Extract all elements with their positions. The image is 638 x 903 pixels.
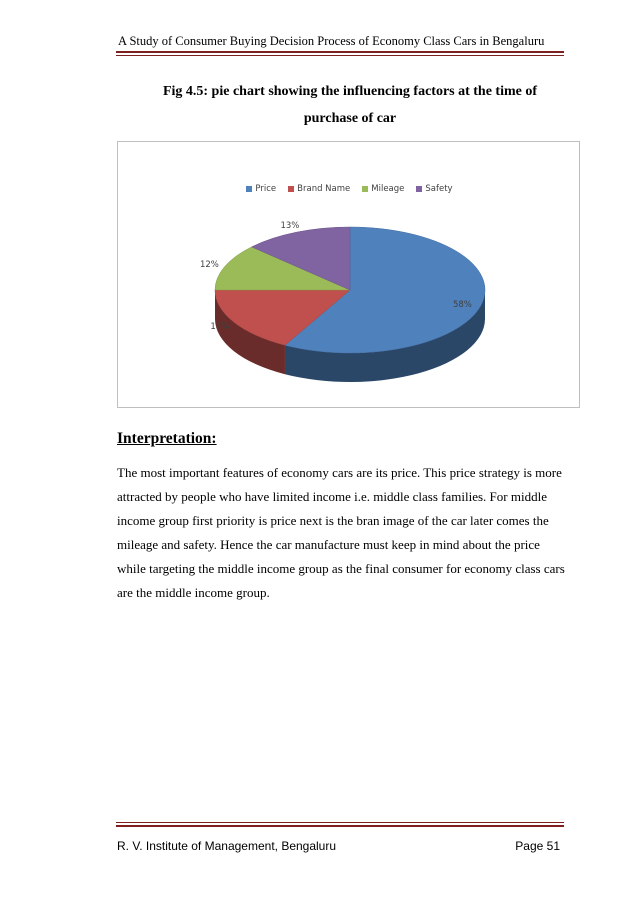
interpretation-body	[117, 461, 567, 605]
figure-title-line-1: Fig 4.5: pie chart showing the influencing factors at the time of	[162, 84, 538, 99]
interpretation-line-3: income group first priority is price next is the bran image of the car later comes the	[117, 513, 549, 528]
pie-label-brand-name: 17%	[210, 321, 230, 332]
footer-page-number: Page 51	[515, 839, 560, 853]
footer-institution: R. V. Institute of Management, Bengaluru	[117, 839, 337, 853]
legend-label-mileage: Mileage	[371, 184, 405, 194]
interpretation-line-6: are the middle income group.	[117, 585, 270, 600]
interpretation-line-1: The most important features of economy cars are its price. This price strategy is more	[117, 465, 562, 480]
interpretation-heading: Interpretation:	[117, 430, 217, 447]
pie-svg	[118, 142, 581, 409]
pie-label-price: 58%	[452, 300, 472, 311]
interpretation-line-5: while targeting the middle income group as the final consumer for economy class cars	[117, 561, 565, 576]
pie-tops	[215, 227, 485, 353]
footer-rule	[116, 822, 564, 827]
pie-chart	[117, 141, 580, 408]
pie-label-mileage: 12%	[199, 260, 219, 271]
pie-label-safety: 13%	[280, 221, 300, 232]
figure-title	[130, 78, 570, 132]
interpretation-line-2: attracted by people who have limited income i.e. middle class families. For middle	[117, 489, 547, 504]
header-rule	[116, 51, 564, 56]
legend-label-brand-name: Brand Name	[297, 184, 351, 194]
legend-label-safety: Safety	[425, 184, 453, 194]
figure-title-line-2: purchase of car	[303, 111, 397, 126]
legend-label-price: Price	[255, 184, 277, 194]
interpretation-line-4: mileage and safety. Hence the car manufacture must keep in mind about the price	[117, 537, 540, 552]
running-header: A Study of Consumer Buying Decision Process of Economy Class Cars in Bengaluru	[118, 34, 545, 48]
